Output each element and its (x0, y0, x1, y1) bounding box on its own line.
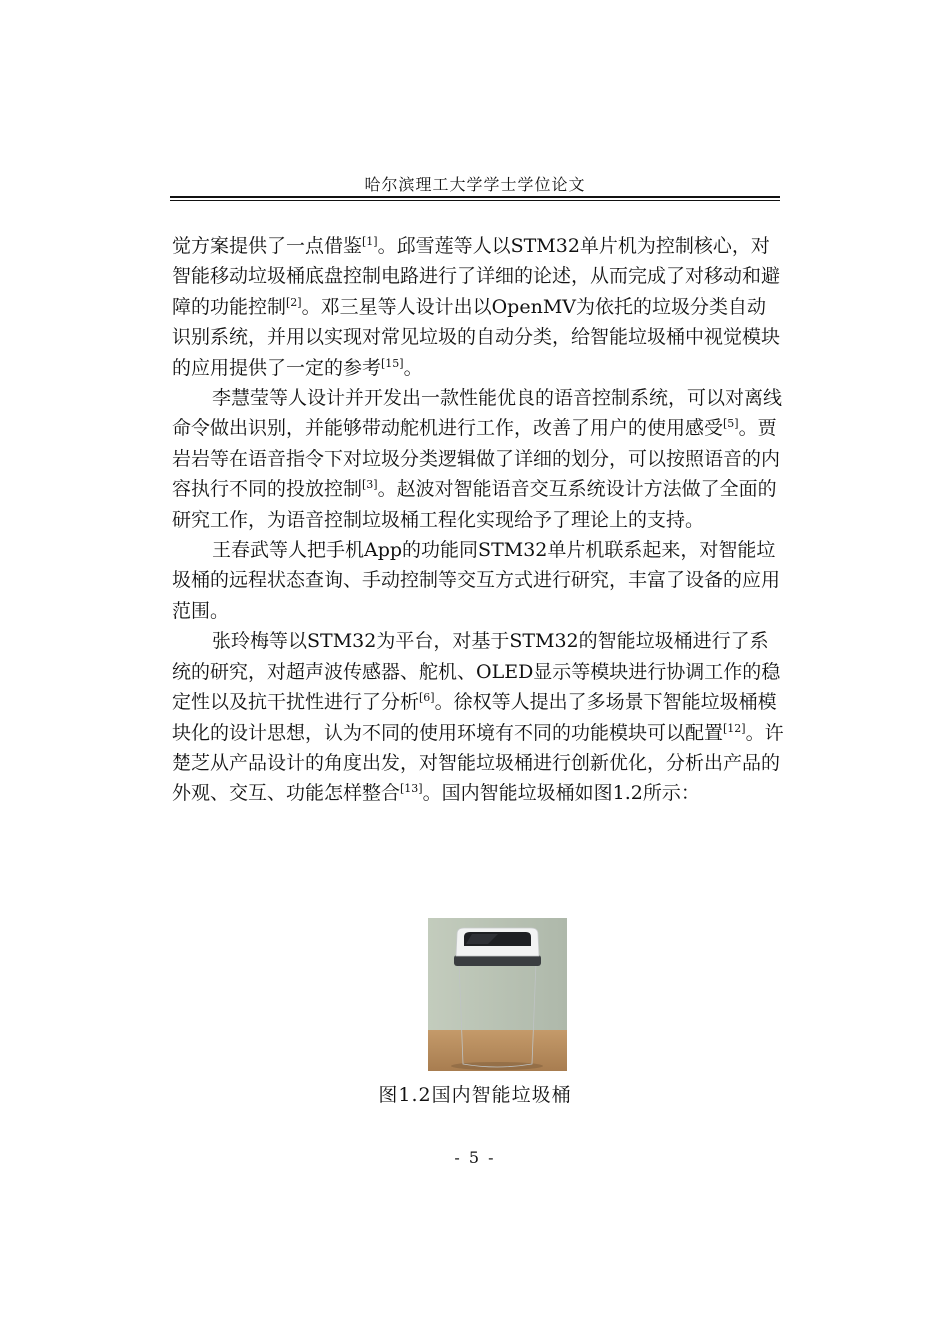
citation-marker[interactable]: [5] (723, 417, 739, 431)
paragraph (172, 535, 784, 626)
header-rule-thin (170, 200, 780, 201)
trash-can-illustration (428, 918, 567, 1071)
paragraph-text: 。赵波对智能语音交互系统设计方法做了全面的研究工作，为语音控制垃圾桶工程化实现给予了理论上的支持。 (172, 478, 777, 531)
citation-marker[interactable]: [12] (723, 721, 746, 735)
paragraph (172, 626, 784, 808)
citation-marker[interactable]: [2] (286, 295, 302, 309)
running-header: 哈尔滨理工大学学士学位论文 (364, 175, 586, 194)
paragraph-text: 。国内智能垃圾桶如图1.2所示： (422, 782, 700, 805)
paragraph-text: 。徐权等人提出了多场景下智能垃圾桶模块化的设计思想，认为不同的使用环境有不同的功能模块可以配置 (172, 691, 777, 744)
paragraph-text: 觉方案提供了一点借鉴 (172, 235, 363, 257)
citation-marker[interactable]: [15] (381, 356, 404, 370)
paragraph-text: 。 (403, 356, 423, 379)
header-rule-thick (170, 196, 780, 198)
citation-marker[interactable]: [6] (419, 691, 435, 705)
paragraph (172, 231, 784, 383)
paragraph-text: 。邱雪莲等人以STM32单片机为控制核心，对智能移动垃圾桶底盘控制电路进行了详细的论述，从而完成了对移动和避障的功能控制 (172, 235, 781, 318)
citation-marker[interactable]: [3] (362, 478, 378, 492)
paragraph-text: 张玲梅等以STM32为平台，对基于STM32的智能垃圾桶进行了系统的研究，对超声波传感器、舵机、OLED显示等模块进行协调工作的稳定性以及抗干扰性进行了分析 (172, 630, 781, 714)
figure-smart-trash-can (428, 918, 567, 1071)
body-text (172, 231, 784, 809)
paragraph-text: 李慧莹等人设计并开发出一款性能优良的语音控制系统，可以对离线命令做出识别，并能够带动舵机进行工作，改善了用户的使用感受 (172, 387, 783, 440)
page-number: - 5 - (454, 1148, 496, 1167)
paragraph (172, 383, 784, 535)
paragraph-text: 。贾岩岩等在语音指令下对垃圾分类逻辑做了详细的划分，可以按照语音的内容执行不同的投放控制 (172, 417, 781, 501)
paragraph-text: 。邓三星等人设计出以OpenMV为依托的垃圾分类自动识别系统，并用以实现对常见垃圾的自动分类，给智能垃圾桶中视觉模块的应用提供了一定的参考 (172, 295, 781, 379)
paragraph-text: 。许楚芝从产品设计的角度出发，对智能垃圾桶进行创新优化，分析出产品的外观、交互、功能怎样整合 (172, 721, 784, 805)
citation-marker[interactable]: [13] (400, 782, 423, 796)
paragraph-text: 王春武等人把手机App的功能同STM32单片机联系起来，对智能垃圾桶的远程状态查询、手动控制等交互方式进行研究，丰富了设备的应用范围。 (172, 539, 781, 622)
figure-caption: 图1.2国内智能垃圾桶 (378, 1084, 572, 1106)
citation-marker[interactable]: [1] (362, 235, 378, 248)
